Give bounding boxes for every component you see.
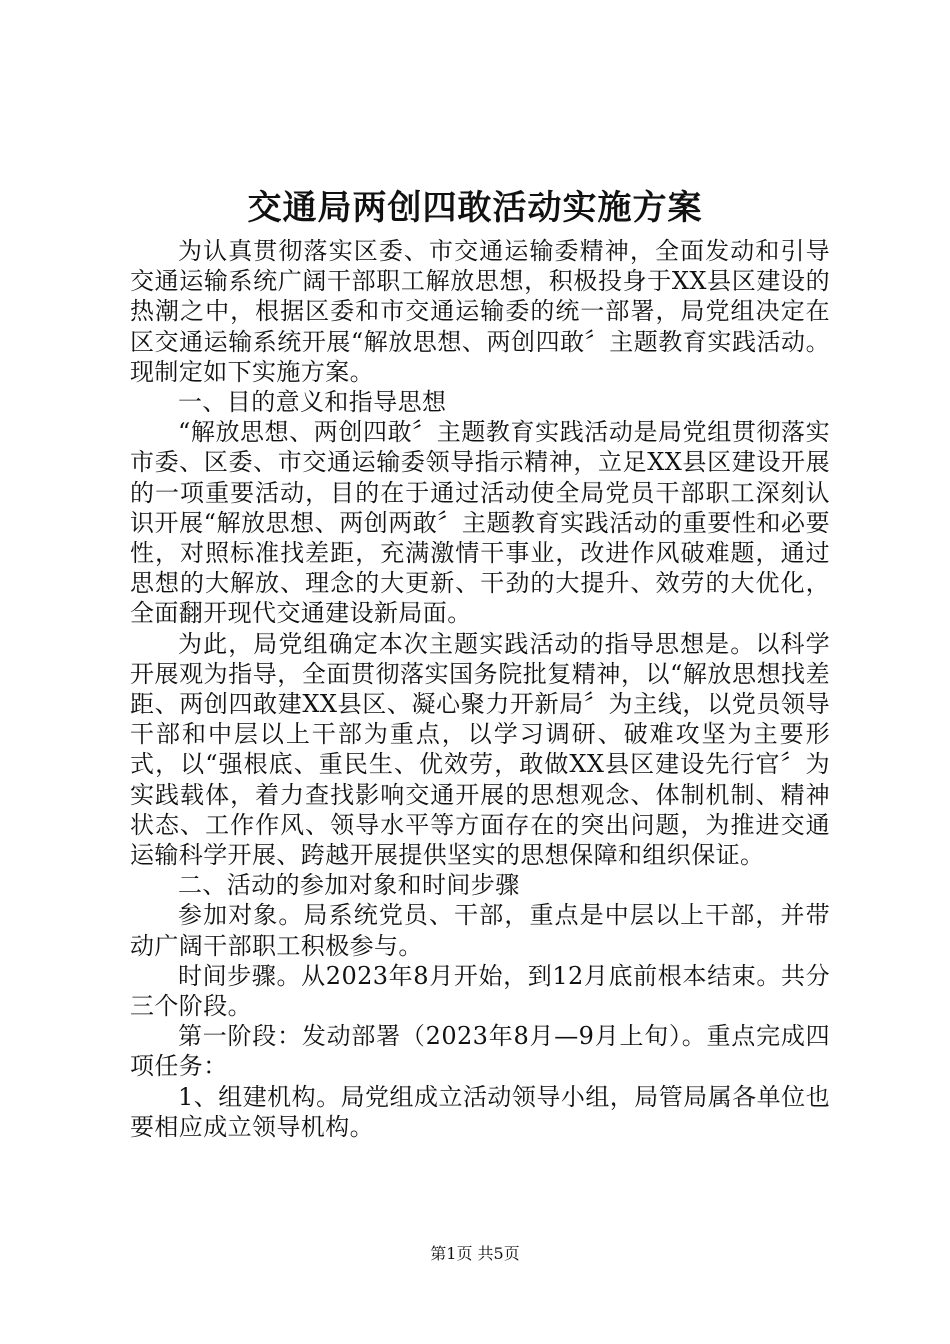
document-body	[130, 236, 830, 1142]
section-heading-purpose: 一、目的意义和指导思想	[178, 388, 447, 417]
paragraph-participants: 参加对象。局系统党员、干部，重点是中层以上干部，并带动广阔干部职工积极参与。	[130, 901, 830, 960]
paragraph-guiding-thought: 为此，局党组确定本次主题实践活动的指导思想是。以科学开展观为指导，全面贯彻落实国务院批复精神，以“解放思想找差距、两创四敢建XX县区、凝心聚力开新局〞为主线，以党员领导干部和中层以上干部为重点，以学习调研、破难攻坚为主要形式，以“强根底、重民生、优效劳，敢做XX县区建设先行官〞为实践载体，着力查找影响交通开展的思想观念、体制机制、精神状态、工作作风、领导水平等方面存在的突出问题，为推进交通运输科学开展、跨越开展提供坚实的思想保障和组织保证。	[130, 629, 830, 870]
document-title: 交通局两创四敢活动实施方案	[247, 188, 703, 228]
paragraph-task-one: 1、组建机构。局党组成立活动领导小组，局管局属各单位也要相应成立领导机构。	[130, 1082, 830, 1141]
paragraph-purpose: “解放思想、两创四敢〞主题教育实践活动是局党组贯彻落实市委、区委、市交通运输委领导指示精神，立足XX县区建设开展的一项重要活动，目的在于通过活动使全局党员干部职工深刻认识开展“解放思想、两创两敢〞主题教育实践活动的重要性和必要性，对照标准找差距，充满激情干事业，改进作风破难题，通过思想的大解放、理念的大更新、干劲的大提升、效劳的大优化，全面翻开现代交通建设新局面。	[130, 418, 830, 628]
section-heading-participants: 二、活动的参加对象和时间步骤	[178, 871, 520, 900]
paragraph-intro: 为认真贯彻落实区委、市交通运输委精神，全面发动和引导交通运输系统广阔干部职工解放思想，积极投身于XX县区建设的热潮之中，根据区委和市交通运输委的统一部署，局党组决定在区交通运输系统开展“解放思想、两创四敢〞主题教育实践活动。现制定如下实施方案。	[130, 237, 830, 386]
page-footer: 第1页 共5页	[430, 1244, 520, 1263]
paragraph-phase-one: 第一阶段：发动部署（2023年8月—9月上旬）。重点完成四项任务：	[130, 1022, 830, 1081]
paragraph-schedule: 时间步骤。从2023年8月开始，到12月底前根本结束。共分三个阶段。	[130, 961, 830, 1021]
